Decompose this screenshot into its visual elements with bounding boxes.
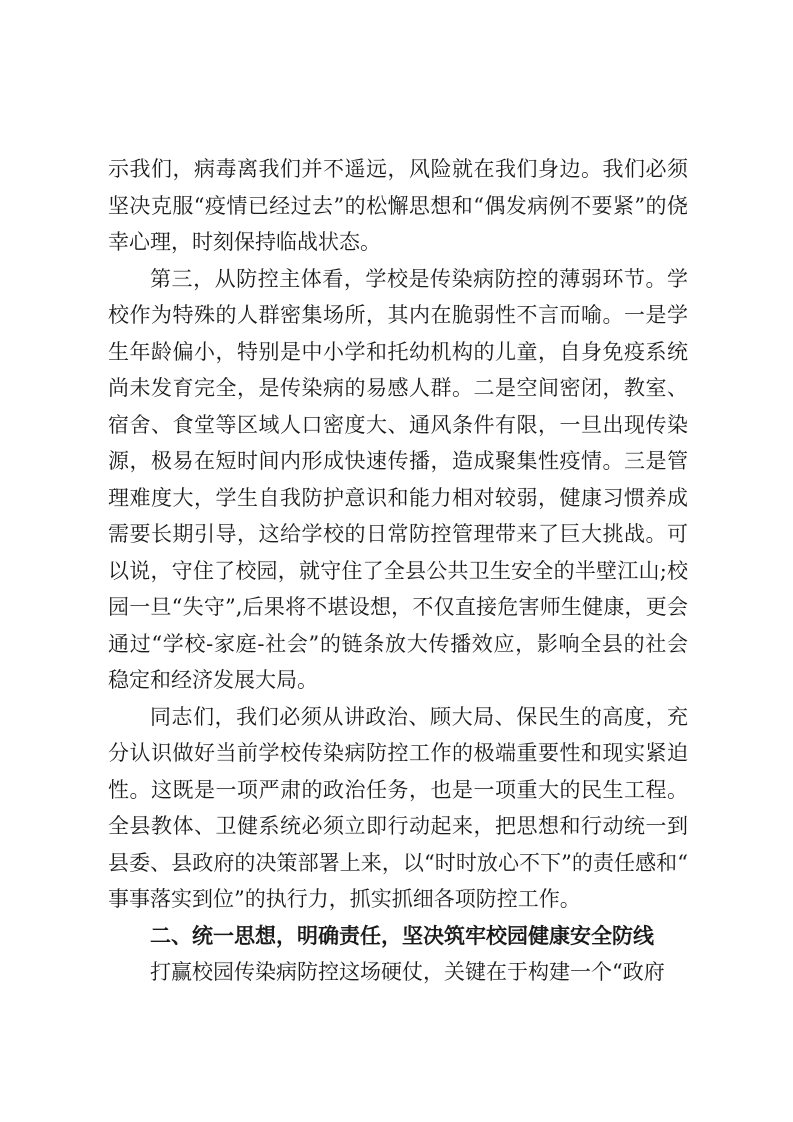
- document-page: [108, 151, 688, 991]
- paragraph-comrades-call: 同志们，我们必须从讲政治、顾大局、保民生的高度，充分认识做好当前学校传染病防控工作的极端重要性和现实紧迫性。这既是一项严肃的政治任务，也是一项重大的民生工程。全县教体、卫健系统必须立即行动起来，把思想和行动统一到县委、县政府的决策部署上来，以“时时放心不下”的责任感和“事事落实到位”的执行力，抓实抓细各项防控工作。: [108, 704, 688, 911]
- paragraph-continuation: 示我们，病毒离我们并不遥远，风险就在我们身边。我们必须坚决克服“疫情已经过去”的松懈思想和“偶发病例不要紧”的侥幸心理，时刻保持临战状态。: [108, 157, 688, 254]
- paragraph-school-vulnerability: 第三，从防控主体看，学校是传染病防控的薄弱环节。学校作为特殊的人群密集场所，其内在脆弱性不言而喻。一是学生年龄偏小，特别是中小学和托幼机构的儿童，自身免疫系统尚未发育完全，是传染病的易感人群。二是空间密闭，教室、宿舍、食堂等区域人口密度大、通风条件有限，一旦出现传染源，极易在短时间内形成快速传播，造成聚集性疫情。三是管理难度大，学生自我防护意识和能力相对较弱，健康习惯养成需要长期引导，这给学校的日常防控管理带来了巨大挑战。可以说，守住了校园，就守住了全县公共卫生安全的半壁江山;校园一旦“失守”,后果将不堪设想，不仅直接危害师生健康，更会通过“学校-家庭-社会”的链条放大传播效应，影响全县的社会稳定和经济发展大局。: [108, 266, 688, 692]
- section-heading: 二、统一思想，明确责任，坚决筑牢校园健康安全防线: [150, 923, 654, 948]
- paragraph-section-intro: 打赢校园传染病防控这场硬仗，关键在于构建一个“政府: [150, 960, 665, 984]
